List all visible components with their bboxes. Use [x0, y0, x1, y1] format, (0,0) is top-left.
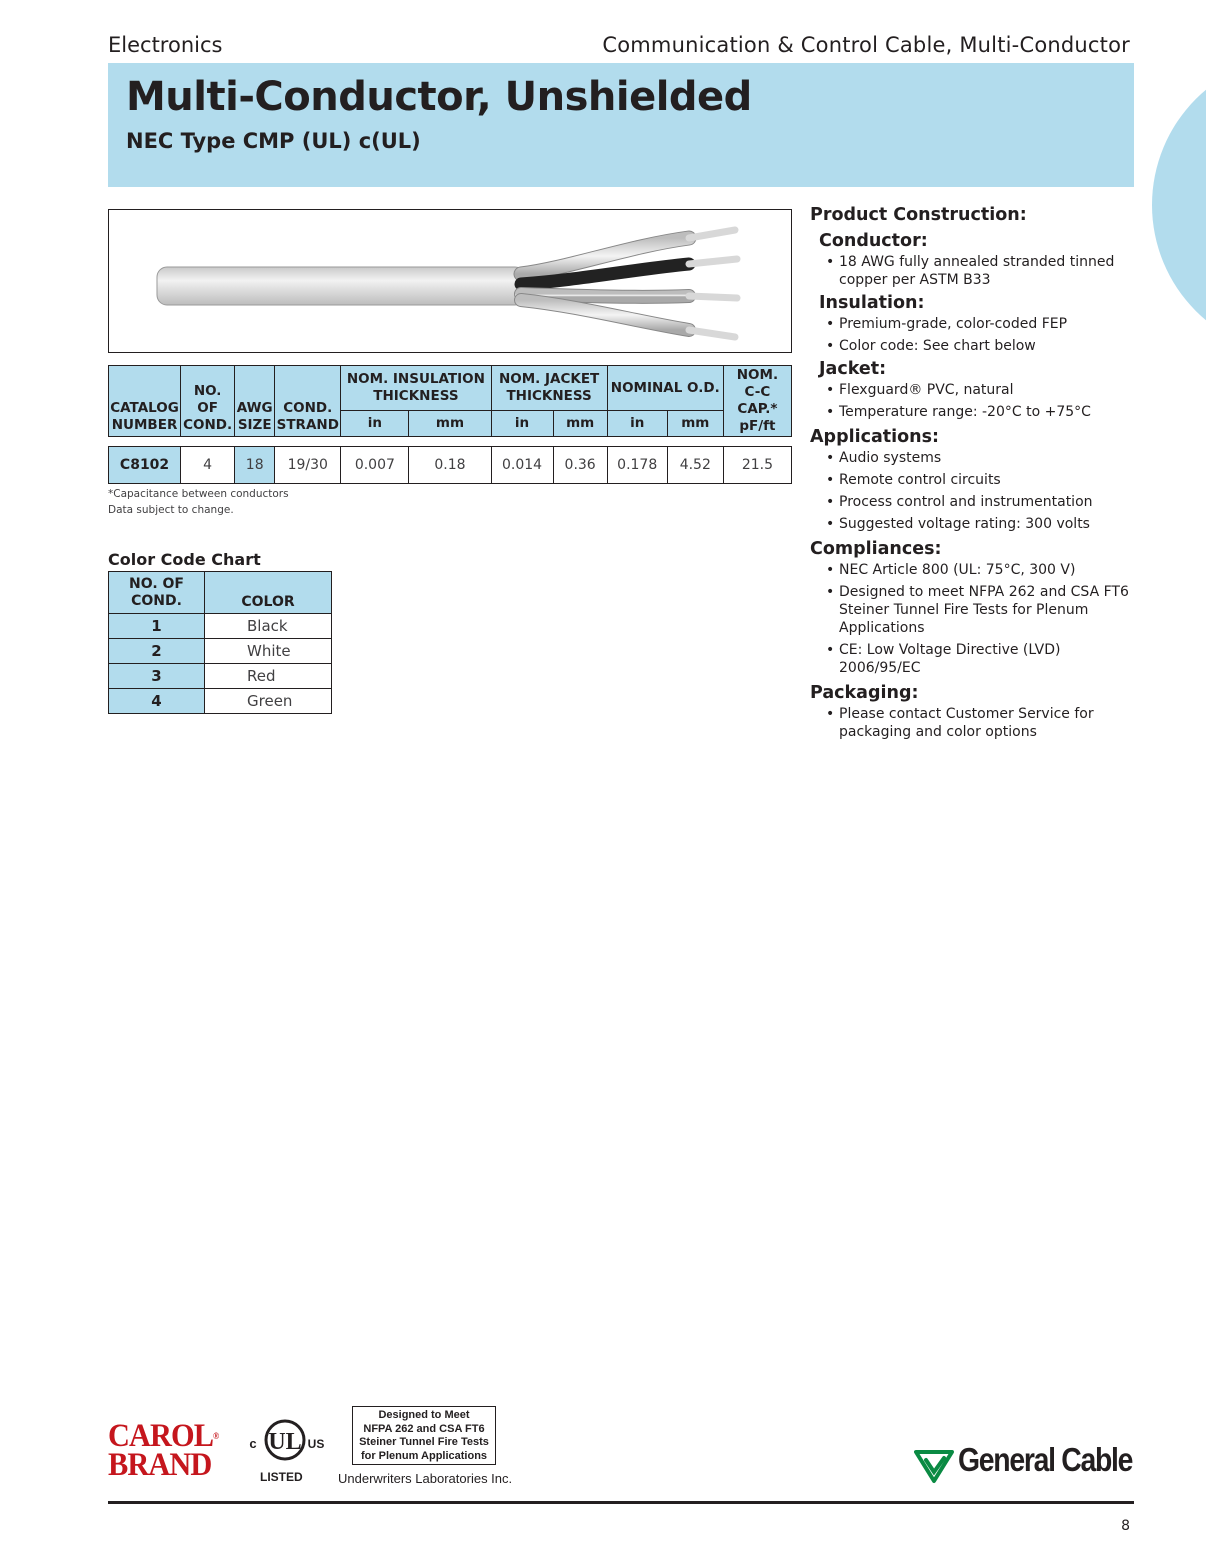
cell-strand: 19/30 [275, 447, 341, 484]
table-row [109, 689, 332, 714]
insulation-heading: Insulation: [819, 293, 925, 313]
cell-awg: 18 [235, 447, 275, 484]
capacitance-note: *Capacitance between conductors [108, 488, 289, 500]
cond-color: Red [205, 664, 332, 689]
ul-c-letter: c [249, 1436, 257, 1451]
cell-cap: 21.5 [723, 447, 791, 484]
header-text: STRAND [276, 417, 339, 433]
general-cable-logo-text: General Cable [958, 1441, 1133, 1478]
nfpa-compliance-badge [352, 1406, 496, 1465]
list-item: • 18 AWG fully annealed stranded tinned copper per ASTM B33 [826, 253, 1138, 289]
header-text: AWG [236, 400, 273, 416]
cond-color: Black [205, 614, 332, 639]
decorative-circle [1152, 55, 1206, 355]
col-catalog-number [109, 366, 181, 437]
page-title: Multi-Conductor, Unshielded [126, 74, 752, 120]
header-text: NOM. [736, 367, 779, 383]
cable-image [108, 209, 792, 353]
header-text: THICKNESS [373, 388, 459, 404]
product-details [810, 205, 1138, 745]
packaging-list [810, 705, 1138, 741]
color-chart-title: Color Code Chart [108, 550, 261, 569]
table-row [109, 447, 792, 484]
packaging-heading: Packaging: [810, 683, 919, 703]
header-product-line: Communication & Control Cable, Multi-Conductor [602, 33, 1130, 57]
page-number: 8 [1121, 1518, 1130, 1534]
ul-labs-text: Underwriters Laboratories Inc. [338, 1471, 513, 1486]
list-item: • Remote control circuits [826, 471, 1138, 489]
compliances-list [810, 561, 1138, 677]
cell-jacket-mm: 0.36 [553, 447, 607, 484]
list-item: • Process control and instrumentation [826, 493, 1138, 511]
header-text: NUMBER [111, 417, 178, 433]
list-item: • Designed to meet NFPA 262 and CSA FT6 Steiner Tunnel Fire Tests for Plenum Applications [826, 583, 1138, 637]
unit-in: in [607, 411, 667, 437]
carol-brand-logo [108, 1418, 220, 1483]
unit-in: in [341, 411, 409, 437]
cell-no-cond: 4 [181, 447, 235, 484]
header-text: THICKNESS [506, 388, 592, 404]
specification-table [108, 365, 792, 484]
cell-jacket-in: 0.014 [491, 447, 553, 484]
brand-logo-text: BRAND [108, 1447, 212, 1483]
badge-line: Designed to Meet [378, 1409, 470, 1421]
header-text: NOM. JACKET [498, 371, 600, 387]
compliances-heading: Compliances: [810, 539, 942, 559]
header-text: COND. [183, 417, 233, 433]
cond-color: White [205, 639, 332, 664]
col-nominal-od: NOMINAL O.D. [607, 366, 723, 411]
unit-in: in [491, 411, 553, 437]
jacket-list [810, 381, 1138, 421]
unit-mm: mm [667, 411, 723, 437]
cell-od-mm: 4.52 [667, 447, 723, 484]
header-text: NOM. INSULATION [346, 371, 485, 387]
list-item: • Temperature range: -20°C to +75°C [826, 403, 1138, 421]
conductor-list [810, 253, 1138, 289]
col-no-of-cond [181, 366, 235, 437]
applications-list [810, 449, 1138, 533]
header-text: NO. OF [193, 383, 222, 416]
cell-od-in: 0.178 [607, 447, 667, 484]
general-cable-icon [914, 1448, 954, 1484]
spacer-cell [109, 437, 792, 447]
cond-number: 3 [109, 664, 205, 689]
list-item: • Color code: See chart below [826, 337, 1138, 355]
header-text: CATALOG [110, 400, 179, 416]
cond-number: 1 [109, 614, 205, 639]
cell-ins-mm: 0.18 [409, 447, 491, 484]
applications-heading: Applications: [810, 427, 940, 447]
jacket-heading: Jacket: [819, 359, 887, 379]
table-spacer [109, 437, 792, 447]
cell-catalog: C8102 [109, 447, 181, 484]
table-row [109, 614, 332, 639]
header-text: C-C [744, 384, 771, 400]
list-item: • Premium-grade, color-coded FEP [826, 315, 1138, 333]
header-text: SIZE [237, 417, 272, 433]
table-row [109, 639, 332, 664]
construction-heading: Product Construction: [810, 205, 1027, 225]
insulation-list [810, 315, 1138, 355]
page-subtitle: NEC Type CMP (UL) c(UL) [126, 129, 421, 153]
registered-mark: ® [213, 1431, 220, 1441]
col-no-of-cond [109, 572, 205, 614]
color-code-table [108, 571, 332, 714]
cond-number: 2 [109, 639, 205, 664]
carol-logo-text: CAROL [108, 1418, 214, 1454]
header-text: COND. [131, 592, 182, 609]
badge-line: Steiner Tunnel Fire Tests [359, 1436, 489, 1448]
ul-listed-label: LISTED [260, 1470, 303, 1484]
list-item: • Audio systems [826, 449, 1138, 467]
unit-mm: mm [553, 411, 607, 437]
cond-color: Green [205, 689, 332, 714]
list-item: • CE: Low Voltage Directive (LVD) 2006/95/EC [826, 641, 1138, 677]
table-row [109, 664, 332, 689]
list-item: • Please contact Customer Service for packaging and color options [826, 705, 1138, 741]
ul-letters: UL [268, 1429, 302, 1455]
badge-line: NFPA 262 and CSA FT6 [363, 1422, 485, 1435]
col-capacitance [723, 366, 791, 437]
header-text: NO. OF [129, 575, 184, 592]
cable-illustration [109, 210, 791, 352]
list-item: • NEC Article 800 (UL: 75°C, 300 V) [826, 561, 1138, 579]
badge-line: for Plenum Applications [360, 1449, 488, 1462]
col-jacket-thickness [491, 366, 607, 411]
header-text: pF/ft [739, 418, 776, 434]
list-item: • Flexguard® PVC, natural [826, 381, 1138, 399]
col-color: COLOR [205, 572, 332, 614]
cell-ins-in: 0.007 [341, 447, 409, 484]
col-cond-strand [275, 366, 341, 437]
header-text: CAP.* [737, 401, 778, 417]
ul-us-letters: US [307, 1437, 325, 1451]
header-text: COND. [283, 400, 333, 416]
footer-rule [108, 1501, 1134, 1504]
conductor-heading: Conductor: [819, 231, 928, 251]
unit-mm: mm [409, 411, 491, 437]
list-item: • Suggested voltage rating: 300 volts [826, 515, 1138, 533]
col-insulation-thickness [341, 366, 491, 411]
col-awg-size [235, 366, 275, 437]
cond-number: 4 [109, 689, 205, 714]
change-note: Data subject to change. [108, 504, 234, 516]
header-category: Electronics [108, 33, 223, 57]
